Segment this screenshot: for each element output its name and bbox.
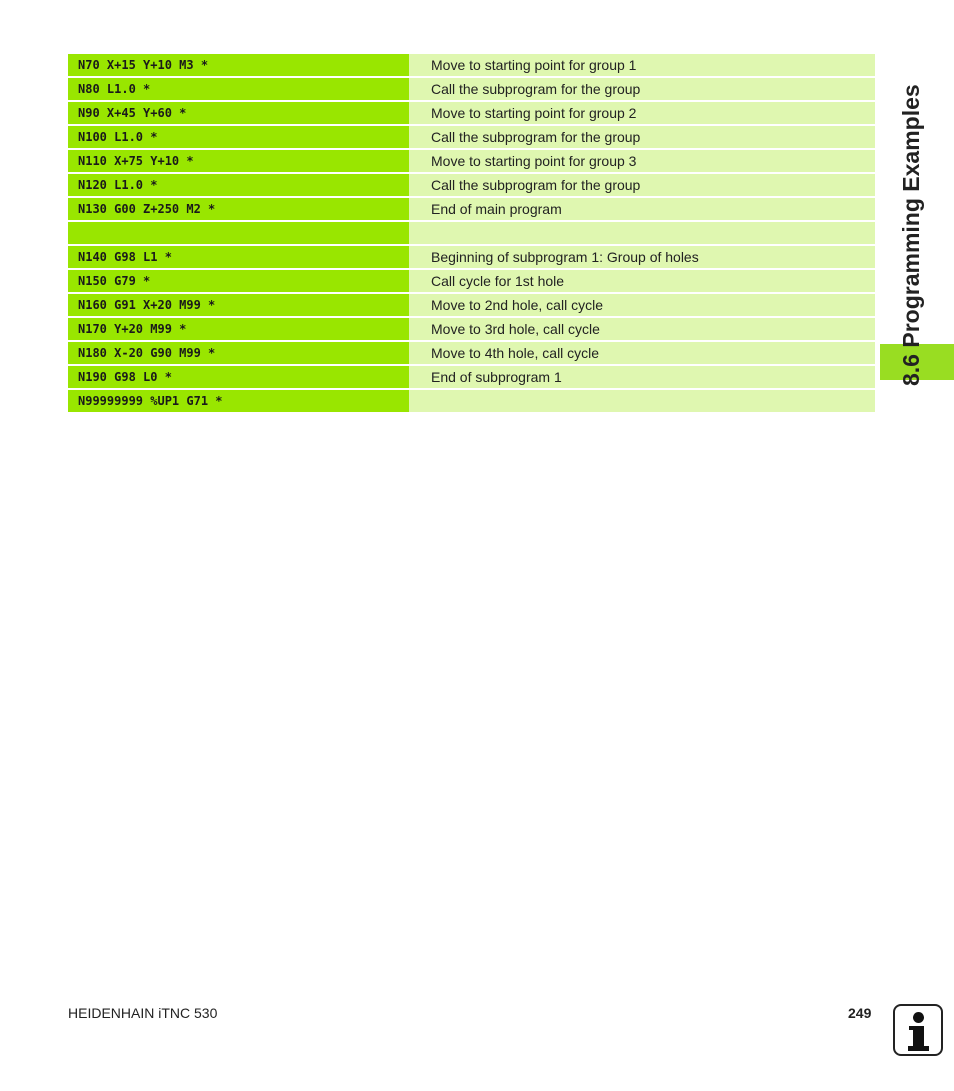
nc-description: End of subprogram 1	[409, 366, 875, 390]
table-row	[68, 174, 875, 198]
nc-code: N80 L1.0 *	[68, 78, 409, 102]
nc-code: N130 G00 Z+250 M2 *	[68, 198, 409, 222]
nc-code: N150 G79 *	[68, 270, 409, 294]
nc-code: N140 G98 L1 *	[68, 246, 409, 270]
table-row	[68, 150, 875, 174]
program-listing	[68, 54, 875, 414]
table-row	[68, 294, 875, 318]
nc-code: N190 G98 L0 *	[68, 366, 409, 390]
nc-description: Move to starting point for group 3	[409, 150, 875, 174]
nc-description	[409, 390, 875, 414]
nc-code: N110 X+75 Y+10 *	[68, 150, 409, 174]
nc-description: Move to starting point for group 2	[409, 102, 875, 126]
nc-description: Move to 4th hole, call cycle	[409, 342, 875, 366]
nc-description: Move to 2nd hole, call cycle	[409, 294, 875, 318]
info-icon	[893, 1004, 943, 1056]
nc-code: N170 Y+20 M99 *	[68, 318, 409, 342]
table-row	[68, 318, 875, 342]
info-icon-stem	[913, 1026, 924, 1048]
nc-code	[68, 222, 409, 246]
nc-description: Move to starting point for group 1	[409, 54, 875, 78]
nc-code: N160 G91 X+20 M99 *	[68, 294, 409, 318]
nc-code: N120 L1.0 *	[68, 174, 409, 198]
table-row	[68, 390, 875, 414]
nc-description: End of main program	[409, 198, 875, 222]
info-icon-dot	[913, 1012, 924, 1023]
nc-description: Call the subprogram for the group	[409, 78, 875, 102]
table-row	[68, 342, 875, 366]
table-row	[68, 246, 875, 270]
table-row	[68, 126, 875, 150]
table-row	[68, 366, 875, 390]
nc-description: Call the subprogram for the group	[409, 174, 875, 198]
nc-code: N70 X+15 Y+10 M3 *	[68, 54, 409, 78]
nc-code: N90 X+45 Y+60 *	[68, 102, 409, 126]
footer-product-name: HEIDENHAIN iTNC 530	[68, 1005, 218, 1021]
table-row	[68, 222, 875, 246]
nc-description: Call the subprogram for the group	[409, 126, 875, 150]
table-row	[68, 78, 875, 102]
nc-code: N180 X-20 G90 M99 *	[68, 342, 409, 366]
nc-description: Call cycle for 1st hole	[409, 270, 875, 294]
table-row	[68, 198, 875, 222]
info-icon-base	[908, 1046, 929, 1051]
nc-description: Move to 3rd hole, call cycle	[409, 318, 875, 342]
table-row	[68, 270, 875, 294]
nc-code: N99999999 %UP1 G71 *	[68, 390, 409, 414]
chapter-side-title: 8.6 Programming Examples	[898, 84, 924, 386]
nc-code: N100 L1.0 *	[68, 126, 409, 150]
table-row	[68, 54, 875, 78]
page-number: 249	[848, 1005, 872, 1021]
nc-description	[409, 222, 875, 246]
table-row	[68, 102, 875, 126]
nc-description: Beginning of subprogram 1: Group of holes	[409, 246, 875, 270]
